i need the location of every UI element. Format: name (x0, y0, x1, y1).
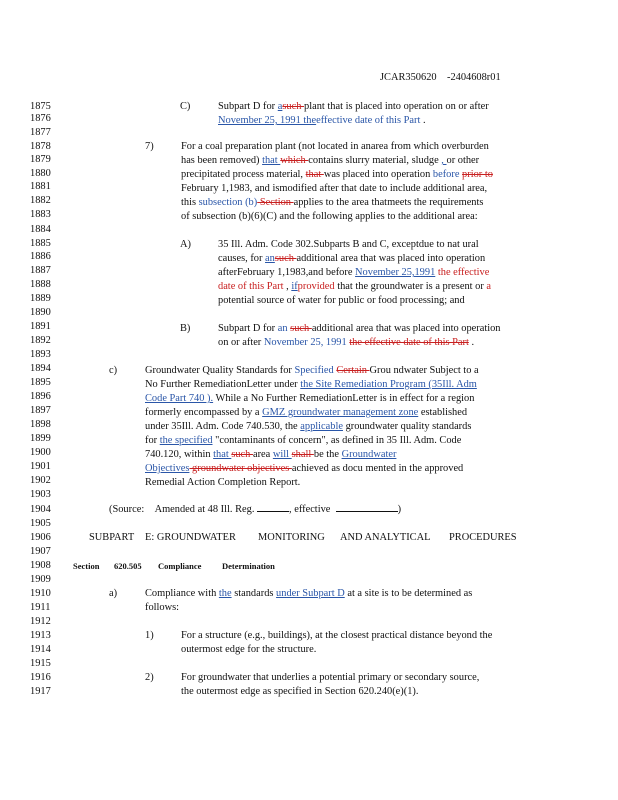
text-segment: achieved as docu mented in the approved (291, 463, 464, 474)
text-segment: afterFebruary 1,1983,and before (218, 267, 356, 278)
deleted-text: the effective (435, 267, 490, 278)
text-line-1914: outermost edge for the structure. (181, 644, 317, 655)
section-label: Section (73, 561, 100, 571)
inserted-text: that (262, 155, 281, 166)
doc-id: JCAR350620 (380, 72, 437, 83)
text-segment: precipitated process material, (181, 169, 306, 180)
line-number: 1891 (30, 321, 51, 332)
inserted-text: the Site Remediation Program (35Ill. Adm (300, 379, 477, 390)
line-number: 1878 (30, 141, 51, 152)
text-segment: under 35Ill. Adm. Code 740.530, the (145, 421, 301, 432)
line-number: 1915 (30, 658, 51, 669)
text-segment: Subpart D for (218, 323, 278, 334)
inserted-text: that (213, 449, 232, 460)
marker-1: 1) (145, 630, 154, 641)
text-segment: formerly encompassed by a (145, 407, 263, 418)
text-segment: on or after (218, 337, 264, 348)
line-number: 1909 (30, 574, 51, 585)
text-line-1878: For a coal preparation plant (not located in anarea from which overburden (181, 141, 489, 152)
line-number: 1916 (30, 672, 51, 683)
marker-c: c) (109, 365, 118, 376)
inserted-text: under Subpart D (276, 588, 345, 599)
text-segment: (Source: (109, 504, 145, 515)
text-line-1876 (218, 116, 426, 126)
line-number: 1879 (30, 154, 51, 165)
inserted-text: effective date of this Part (316, 115, 421, 126)
text-segment: 740.120, within (145, 449, 214, 460)
line-number: 1911 (30, 602, 51, 613)
line-number: 1877 (30, 127, 51, 138)
line-number: 1880 (30, 168, 51, 179)
line-number: 1881 (30, 181, 51, 192)
text-line-1913: For a structure (e.g., buildings), at the closest practical distance beyond the (181, 630, 493, 641)
text-line-1911: follows: (145, 602, 180, 613)
subpart-title-part: E: GROUNDWATER (145, 532, 236, 543)
deleted-text: the effective date of this Part (349, 337, 469, 348)
text-line-1894 (145, 366, 479, 376)
inserted-text: Groundwater (341, 449, 397, 460)
text-line-1899 (145, 436, 461, 446)
text-line-1888 (218, 282, 491, 292)
subpart-title-part: AND ANALYTICAL (340, 532, 431, 543)
text-segment: has been removed) (181, 155, 263, 166)
text-segment: Grou ndwater Subject to a (369, 365, 479, 376)
text-segment: No Further RemediationLetter under (145, 379, 301, 390)
line-number: 1896 (30, 391, 51, 402)
text-line-1883: of subsection (b)(6)(C) and the following applies to the additional area: (181, 211, 478, 222)
line-number: 1903 (30, 489, 51, 500)
text-line-1875 (218, 102, 489, 112)
marker-A: A) (180, 239, 191, 250)
line-number: 1899 (30, 433, 51, 444)
text-segment: or other (446, 155, 480, 166)
text-line-1887 (218, 268, 489, 278)
line-number: 1906 (30, 532, 51, 543)
line-number: 1883 (30, 209, 51, 220)
inserted-text: Code Part 740 ). (145, 393, 214, 404)
marker-7: 7) (145, 141, 154, 152)
line-number: 1884 (30, 224, 51, 235)
text-line-1902: Remedial Action Completion Report. (145, 477, 301, 488)
text-line-1895 (145, 380, 477, 390)
line-number: 1902 (30, 475, 51, 486)
text-segment: While a No Further RemediationLetter is in effect for a region (213, 393, 475, 404)
marker-2: 2) (145, 672, 154, 683)
deleted-text: such (231, 449, 253, 460)
inserted-text: Specified (294, 365, 334, 376)
text-segment: additional area that was placed into operation (296, 253, 486, 264)
line-number: 1890 (30, 307, 51, 318)
text-segment: contains slurry material, sludge (308, 155, 442, 166)
text-segment: Compliance with (145, 588, 219, 599)
deleted-text: such (274, 253, 297, 264)
inserted-text: Objectives (145, 463, 190, 474)
inserted-text: the (218, 588, 232, 599)
text-segment: ) (397, 504, 402, 515)
line-number: 1876 (30, 113, 51, 124)
text-segment: standards (231, 588, 277, 599)
text-line-1891 (218, 324, 501, 334)
text-segment: causes, for (218, 253, 266, 264)
text-segment: "contaminants of concern", as defined in 35 Ill. Adm. Code (212, 435, 462, 446)
deleted-text: Certain (336, 365, 370, 376)
line-number: 1917 (30, 686, 51, 697)
section-title-part: Determination (222, 561, 275, 571)
text-line-1917: the outermost edge as specified in Section 620.240(e)(1). (181, 686, 419, 697)
section-title-part: Compliance (158, 561, 202, 571)
text-line-1889: potential source of water for public or food processing; and (218, 295, 465, 306)
line-number: 1908 (30, 560, 51, 571)
line-number: 1889 (30, 293, 51, 304)
text-segment: groundwater quality standards (342, 421, 472, 432)
line-number: 1882 (30, 195, 51, 206)
line-number: 1912 (30, 616, 51, 627)
deleted-text: such (282, 101, 305, 112)
inserted-text: November (263, 337, 308, 348)
deleted-text: provided (297, 281, 335, 292)
subpart-label: SUBPART (89, 532, 135, 543)
inserted-text: the specified (159, 435, 213, 446)
text-line-1880 (181, 170, 493, 180)
inserted-text: November 25, 1991 the (218, 115, 317, 126)
line-number: 1901 (30, 461, 51, 472)
line-number: 1886 (30, 251, 51, 262)
inserted-text: will (272, 449, 292, 460)
line-number: 1913 (30, 630, 51, 641)
text-segment: . (468, 337, 475, 348)
deleted-text: shall (291, 449, 314, 460)
inserted-text: an (277, 323, 291, 334)
text-segment: be the (313, 449, 342, 460)
text-line-1898 (145, 422, 471, 432)
inserted-text: before (432, 169, 463, 180)
line-number: 1910 (30, 588, 51, 599)
deleted-text: that (305, 169, 324, 180)
inserted-text: November 25,1991 (355, 267, 436, 278)
subpart-title-part: MONITORING (258, 532, 325, 543)
line-number: 1905 (30, 518, 51, 529)
text-line-1885: 35 Ill. Adm. Code 302.Subparts B and C, exceptdue to nat ural (218, 239, 479, 250)
text-segment: Subpart D for (218, 101, 278, 112)
text-segment: area (252, 449, 273, 460)
line-number: 1904 (30, 504, 51, 515)
text-segment: . (420, 115, 426, 126)
text-segment: , (283, 281, 292, 292)
line-number: 1898 (30, 419, 51, 430)
text-line-1900 (145, 450, 396, 460)
text-line-1896 (145, 394, 474, 404)
text-line-1886 (218, 254, 485, 264)
line-number: 1892 (30, 335, 51, 346)
text-segment: this (181, 197, 199, 208)
line-number: 1914 (30, 644, 51, 655)
line-number: 1887 (30, 265, 51, 276)
document-header (380, 72, 501, 83)
text-segment: additional area that was placed into operation (311, 323, 501, 334)
inserted-text: an (265, 253, 275, 264)
deleted-text: groundwater objectives (189, 463, 292, 474)
deleted-text: such (290, 323, 312, 334)
line-number: 1895 (30, 377, 51, 388)
marker-a: a) (109, 588, 118, 599)
line-number: 1875 (30, 101, 51, 112)
line-number: 1897 (30, 405, 51, 416)
deleted-text: which (280, 155, 309, 166)
text-line-1916: For groundwater that underlies a potential primary or secondary source, (181, 672, 480, 683)
text-line-1892 (218, 338, 474, 348)
text-line-1897 (145, 408, 467, 418)
text-segment: was placed into operation (323, 169, 433, 180)
line-number: 1888 (30, 279, 51, 290)
text-segment: Amended at 48 Ill. Reg. (154, 504, 255, 515)
inserted-text: , (441, 155, 447, 166)
deleted-text: prior to (462, 169, 493, 180)
line-number: 1907 (30, 546, 51, 557)
line-number: 1893 (30, 349, 51, 360)
text-segment: applies to the area thatmeets the requirements (293, 197, 484, 208)
revision-id: -2404608r01 (446, 72, 501, 83)
inserted-text: subsection (b) (198, 197, 258, 208)
inserted-text: if (291, 281, 298, 292)
text-segment: for (145, 435, 160, 446)
inserted-text: GMZ groundwater management zone (262, 407, 419, 418)
deleted-text: date of this Part (218, 281, 284, 292)
text-line-1879 (181, 156, 479, 166)
marker-B: B) (180, 323, 191, 334)
text-segment: that the groundwater is a present or (334, 281, 487, 292)
text-segment: Groundwater Quality Standards for (145, 365, 295, 376)
line-number: 1900 (30, 447, 51, 458)
subpart-title-part: PROCEDURES (449, 532, 517, 543)
text-segment: at a site is to be determined as (344, 588, 473, 599)
deleted-text: Section (257, 197, 294, 208)
text-segment: established (418, 407, 468, 418)
text-line-1882 (181, 198, 483, 208)
inserted-text: applicable (300, 421, 343, 432)
text-line-1910 (145, 589, 472, 599)
source-note (109, 505, 401, 515)
deleted-text: a (486, 281, 492, 292)
inserted-text: 25, 1991 (307, 337, 350, 348)
text-line-1901 (145, 464, 463, 474)
text-segment: , effective (289, 504, 331, 515)
section-number: 620.505 (114, 561, 142, 571)
marker-C: C) (180, 101, 191, 112)
text-segment: plant that is placed into operation on or after (304, 101, 489, 112)
inserted-text: a (277, 101, 283, 112)
line-number: 1885 (30, 238, 51, 249)
text-line-1881: February 1,1983, and ismodified after that date to include additional area, (181, 183, 488, 194)
line-number: 1894 (30, 363, 51, 374)
